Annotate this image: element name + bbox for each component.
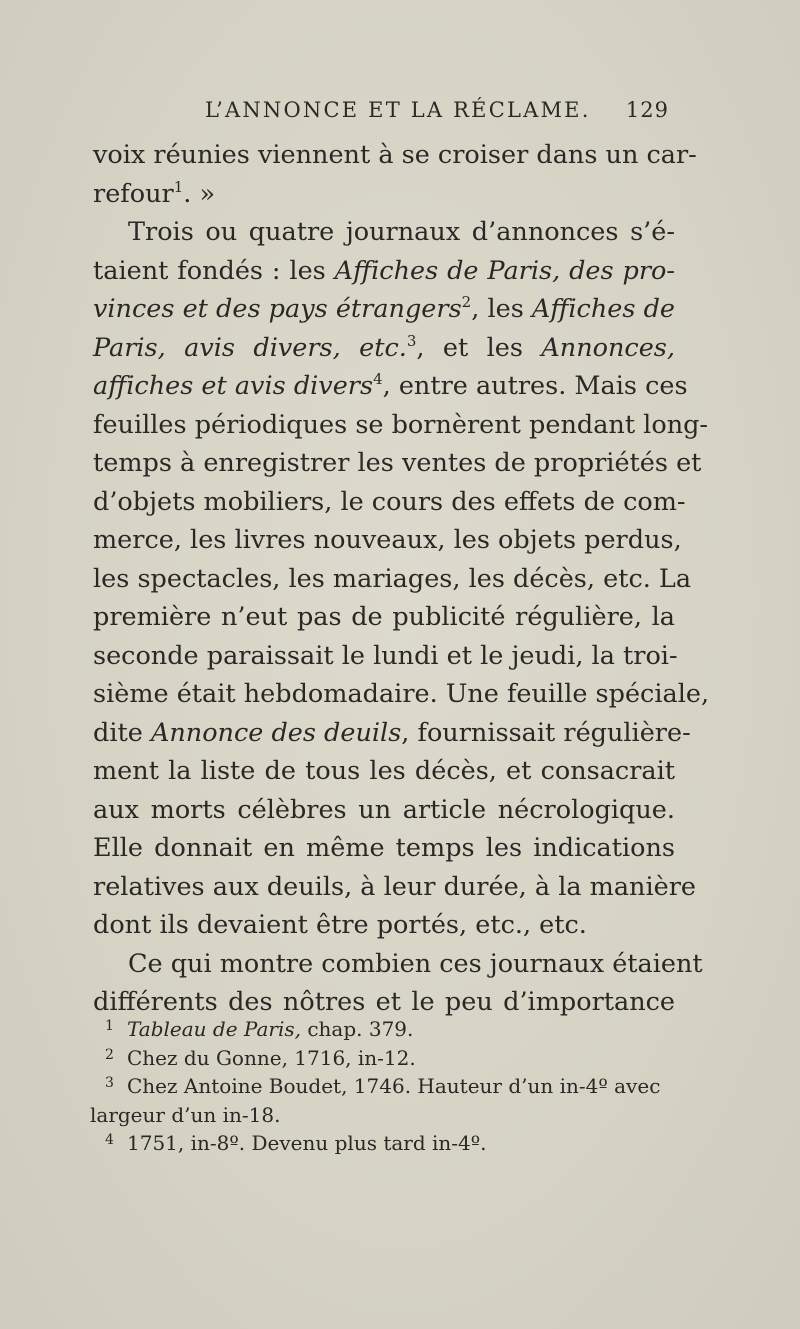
italic-title: Paris, avis divers, etc.: [93, 332, 407, 363]
text-line-17: ment la liste de tous les décès, et consacrait: [93, 756, 675, 786]
text-line-9: temps à enregistrer les ventes de propriétés et: [93, 448, 702, 478]
footnote-ref-3: 3: [406, 331, 417, 350]
page-number: 129: [625, 98, 669, 122]
footnote-3-continued: largeur d’un in-18.: [90, 1102, 281, 1127]
text-line-8: feuilles périodiques se bornèrent pendant long-: [93, 409, 709, 440]
text-line-7: [93, 367, 688, 406]
italic-title: Annonce des deuils: [150, 717, 402, 748]
text-line-6: [93, 329, 675, 368]
running-head: [205, 98, 675, 130]
text-span: chap. 379.: [300, 1017, 414, 1041]
footnote-2: 2 Chez du Gonne, 1716, in-12.: [105, 1045, 416, 1070]
footnote-3: 3 Chez Antoine Boudet, 1746. Hauteur d’un in-4º avec: [105, 1074, 661, 1098]
text-line-20: relatives aux deuils, à leur durée, à la manière: [93, 871, 696, 902]
italic-title: Annonces,: [541, 332, 675, 363]
text-line-3: Trois ou quatre journaux d’annonces s’é-: [128, 217, 675, 247]
text-line-14: seconde paraissait le lundi et le jeudi, la troi-: [93, 640, 678, 671]
text-line-5: [93, 290, 675, 329]
text-line-16: [93, 714, 691, 753]
italic-title: Affiches de Paris, des pro-: [334, 255, 675, 286]
text-span: , les: [471, 294, 532, 324]
text-line-2: [93, 175, 675, 214]
italic-title: Tableau de Paris,: [127, 1017, 301, 1041]
footnotes: [90, 1015, 675, 1158]
text-line-4: [93, 252, 675, 291]
italic-title: Affiches de: [531, 294, 675, 324]
text-line-21: dont ils devaient être portés, etc., etc.: [93, 910, 587, 940]
footnote-1: 1 Tableau de Paris, chap. 379.: [105, 1017, 414, 1041]
text-span: refour: [93, 178, 174, 209]
footnote-ref-1: 1: [173, 177, 184, 196]
text-span: Chez du Gonne, 1716, in-12.: [127, 1045, 416, 1070]
text-span: 1751, in-8º. Devenu plus tard in-4º.: [127, 1131, 487, 1155]
text-line-13: première n’eut pas de publicité régulière, la: [93, 602, 675, 632]
footnote-4: 4 1751, in-8º. Devenu plus tard in-4º.: [105, 1131, 487, 1155]
text-span: , fournissait régulière-: [401, 717, 691, 748]
text-span: dite: [93, 717, 151, 748]
footnote-ref-4: 4: [373, 370, 383, 388]
text-line-23: différents des nôtres et le peu d’importance: [93, 987, 675, 1017]
italic-title: vinces et des pays étrangers: [93, 294, 462, 324]
text-line-19: Elle donnait en même temps les indications: [93, 833, 675, 863]
text-line-12: les spectacles, les mariages, les décès, etc. La: [93, 563, 692, 594]
text-span: . »: [183, 178, 216, 209]
text-span: Chez Antoine Boudet, 1746. Hauteur d’un in-4º avec: [127, 1074, 661, 1098]
text-line-15: sième était hebdomadaire. Une feuille spéciale,: [93, 679, 710, 709]
chapter-title: L’ANNONCE ET LA RÉCLAME.: [205, 98, 591, 122]
text-span: , entre autres. Mais ces: [382, 371, 688, 401]
text-span: , et les: [416, 332, 542, 363]
footnote-ref-2: 2: [461, 293, 472, 311]
text-span: taient fondés : les: [93, 255, 335, 286]
text-line-1: voix réunies viennent à se croiser dans un car-: [93, 140, 697, 170]
text-line-22: Ce qui montre combien ces journaux étaient: [128, 948, 703, 979]
text-line-11: merce, les livres nouveaux, les objets perdus,: [93, 525, 682, 555]
text-line-10: d’objets mobiliers, le cours des effets de com-: [93, 486, 686, 517]
italic-title: affiches et avis divers: [93, 371, 374, 401]
body-text: [93, 136, 710, 1022]
text-line-18: aux morts célèbres un article nécrologique.: [93, 794, 675, 825]
